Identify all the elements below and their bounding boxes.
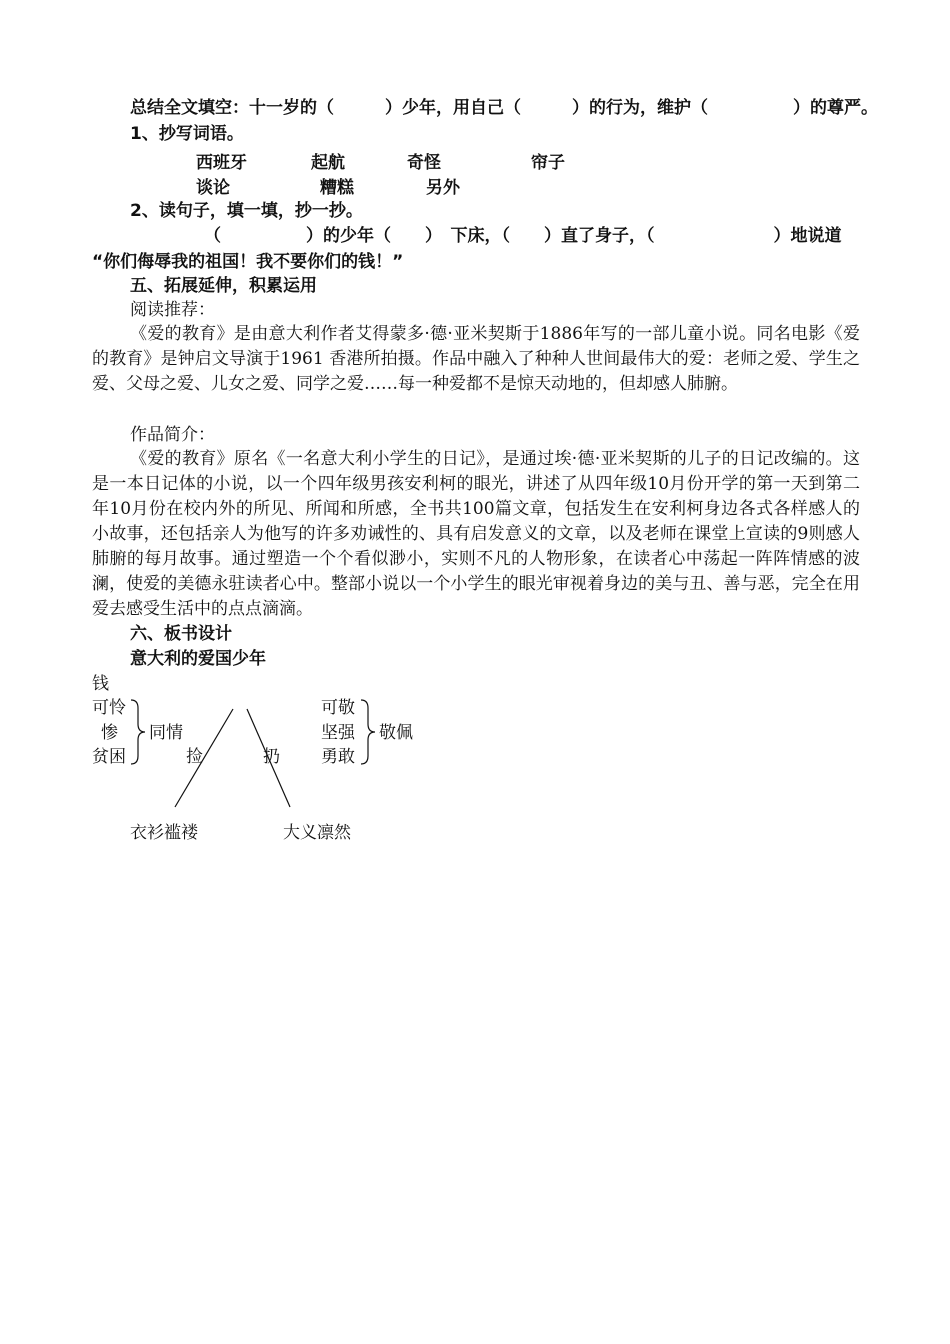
right-group-item: 坚强	[321, 723, 355, 743]
left-group-item: 惨	[101, 723, 118, 743]
right-group-item: 勇敢	[321, 747, 355, 767]
left-group-item: 贫困	[92, 747, 126, 767]
word-qiguai: 奇怪	[407, 153, 441, 173]
reading-recommendation-label: 阅读推荐：	[130, 300, 215, 320]
left-summary: 同情	[149, 723, 183, 743]
summary-fill-line: 总结全文填空：十一岁的（ ）少年，用自己（ ）的行为，维护（ ）的尊严。	[130, 98, 878, 118]
left-diagonal-line	[175, 709, 233, 807]
bottom-right-phrase: 大义凛然	[283, 823, 351, 843]
word-lianzi: 帘子	[531, 153, 565, 173]
work-intro-text: 《爱的教育》原名《一名意大利小学生的日记》，是通过埃·德·亚米契斯的儿子的日记改编的。这是一本日记体的小说，以一个四年级男孩安利柯的眼光，讲述了从四年级10月份开学的第一天到第二年10月份在校内外的所见、所闻和所感，全书共100篇文章，包括发生在安利柯身边各式各样感人的小故事，还包括亲人为他写的许多劝诫性的、具有启发意义的文章，以及老师在课堂上宣读的9则感人肺腑的每月故事。通过塑造一个个看似渺小，实则不凡的人物形象，在读者心中荡起一阵阵情感的波澜，使爱的美德永驻读者心中。整部小说以一个小学生的眼光审视着身边的美与丑、善与恶，完全在用爱去感受生活中的点点滴滴。	[92, 449, 860, 619]
work-intro-label: 作品简介：	[130, 425, 215, 445]
item2-quote: “你们侮辱我的祖国！我不要你们的钱！”	[92, 252, 404, 272]
right-group-item: 可敬	[321, 698, 355, 718]
word-qihang: 起航	[311, 153, 345, 173]
board-top-word: 钱	[92, 674, 109, 694]
reading-recommendation-text: 《爱的教育》是由意大利作者艾得蒙多·德·亚米契斯于1886年写的一部儿童小说。同名电影《爱的教育》是钟启文导演于1961 香港所拍摄。作品中融入了种种人世间最伟大的爱：老师之爱、学生之爱、父母之爱、儿女之爱、同学之爱……每一种爱都不是惊天动地的，但却感人肺腑。	[92, 324, 860, 394]
word-tanlun: 谈论	[196, 178, 230, 198]
item2-heading: 2、读句子，填一填，抄一抄。	[130, 201, 363, 221]
word-zaogao: 糟糕	[320, 178, 354, 198]
verb-left: 捡	[186, 747, 203, 767]
section5-heading: 五、拓展延伸，积累运用	[130, 276, 317, 296]
word-xibanya: 西班牙	[196, 153, 247, 173]
item2-fill-line: （ ）的少年（ ） 下床，（ ）直了身子，（ ）地说道	[204, 226, 842, 246]
word-lingwai: 另外	[426, 178, 460, 198]
item1-heading: 1、抄写词语。	[130, 124, 244, 144]
right-diagonal-line	[247, 709, 290, 807]
board-title: 意大利的爱国少年	[130, 649, 266, 669]
section6-heading: 六、板书设计	[130, 624, 232, 644]
right-summary: 敬佩	[379, 723, 413, 743]
bottom-left-phrase: 衣衫褴褛	[130, 823, 198, 843]
left-group-item: 可怜	[92, 698, 126, 718]
verb-right: 扔	[263, 747, 280, 767]
